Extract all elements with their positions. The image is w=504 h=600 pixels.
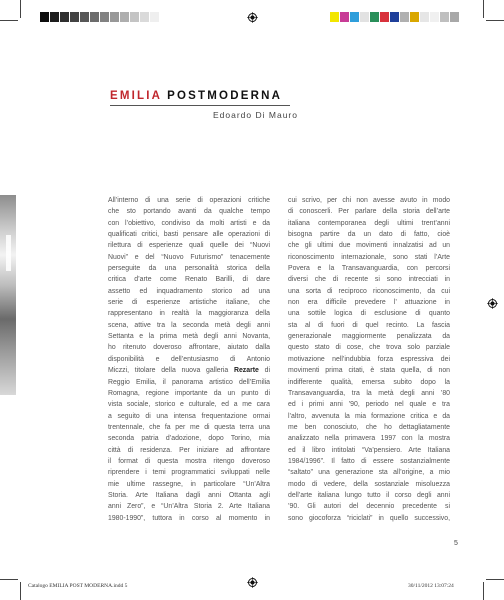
crop-mark-top-left	[0, 20, 18, 21]
page-number: 5	[454, 540, 458, 547]
greyscale-swatch	[80, 12, 89, 22]
text-line: ho ritenuto doveroso affrontare, aiutato dalla	[108, 344, 270, 352]
text-line: perseguite da una personalità storica della	[108, 265, 270, 273]
greyscale-swatch	[40, 12, 49, 22]
greyscale-swatch	[130, 12, 139, 22]
color-swatch	[340, 12, 349, 22]
text-line: movimenti prima citati, è stata quella, di non	[288, 367, 450, 375]
color-swatch	[380, 12, 389, 22]
text-line: una sottile logica di esclusione di quanto	[288, 310, 450, 318]
text-line: Miczzi, titolare della nuova galleria Rezarte di	[108, 367, 270, 375]
crop-mark-top-left	[20, 0, 21, 18]
photo-fragment	[0, 195, 16, 395]
author-name: Edoardo Di Mauro	[213, 110, 298, 120]
text-line: bisogna partire da un dato di fatto, cioè	[288, 231, 450, 239]
text-line: che sto portando avanti da qualche tempo	[108, 208, 270, 216]
text-line: mie ultime rassegne, in particolare “Un’Altra	[108, 480, 270, 488]
text-line: trentennale, che fa per me di questa terra una	[108, 423, 270, 431]
text-line: ’90. Gli autori del decennio precedente si	[288, 503, 450, 511]
text-line: rappresentano in realtà la maggioranza della	[108, 310, 270, 318]
text-line: con l’obiettivo, condiviso da molti artisti e da	[108, 219, 270, 227]
text-line: questo stato di cose, che trova solo parziale	[288, 344, 450, 352]
registration-mark-bottom-icon	[247, 575, 258, 586]
text-line: ed i primi anni ’90, periodo nel quale e tra	[288, 401, 450, 409]
crop-mark-bottom-right	[483, 582, 484, 600]
crop-mark-bottom-left	[20, 582, 21, 600]
text-line: scena, attive tra la seconda metà degli anni	[108, 321, 270, 329]
text-line: città di residenza. Per iniziare ad affrontare	[108, 446, 270, 454]
text-line: sta al di fuori di quel recinto. La fascia	[288, 321, 450, 329]
color-swatch	[450, 12, 459, 22]
greyscale-swatch	[70, 12, 79, 22]
text-line: me ben conosciuto, che ho dettagliatamente	[288, 423, 450, 431]
text-line: generazionale maggiormente penalizzata da	[288, 333, 450, 341]
color-swatch	[390, 12, 399, 22]
text-line: che gli ultimi due movimenti innalzatisi ad un	[288, 242, 450, 250]
greyscale-swatch	[150, 12, 159, 22]
registration-mark-top-icon	[247, 10, 258, 21]
text-line: diversi che di recente si sono intrecciati in	[288, 276, 450, 284]
text-line: Romagna, regione importante da un punto di	[108, 389, 270, 397]
text-line: assetto ed inquadramento storico ad una	[108, 287, 270, 295]
text-line: vista sociale, storico e culturale, ed a me cara	[108, 401, 270, 409]
greyscale-swatch	[50, 12, 59, 22]
article-title	[110, 90, 282, 102]
gallery-name: Rezarte	[233, 367, 259, 375]
text-line: Settanta e la prima metà degli anni Novanta,	[108, 333, 270, 341]
text-line: indifferente qualità, emersa subito dopo la	[288, 378, 450, 386]
text-line: motivazione nell’indubbia forza espressiva dei	[288, 355, 450, 363]
text-line: italiana contemporanea degli ultimi trent’anni	[288, 219, 450, 227]
color-swatch	[440, 12, 449, 22]
color-swatch	[370, 12, 379, 22]
crop-mark-top-right	[486, 20, 504, 21]
text-line: analizzato nella primavera 1997 con la mostra	[288, 435, 450, 443]
crop-mark-bottom-right	[486, 579, 504, 580]
crop-mark-top-right	[483, 0, 484, 18]
text-line: Reggio Emilia, il panorama artistico dell’Emilia	[108, 378, 270, 386]
title-postmoderna: POSTMODERNA	[167, 90, 283, 102]
text-line: Povera e la Transavanguardia, con percorsi	[288, 265, 450, 273]
text-line: cui scrivo, per chi non avesse avuto in modo	[288, 197, 450, 204]
text-line: disponibilità e dell’entusiasmo di Antonio	[108, 355, 270, 363]
text-line: il format di questa mostra ritengo doveroso	[108, 457, 270, 465]
title-underline	[110, 105, 290, 106]
color-swatch	[360, 12, 369, 22]
body-column-left	[108, 195, 270, 524]
greyscale-swatch	[120, 12, 129, 22]
body-column-right	[288, 195, 450, 524]
color-swatch	[420, 12, 429, 22]
text-line: una sorta di reciproco riconoscimento, da cui	[288, 287, 450, 295]
color-swatch	[430, 12, 439, 22]
text-line: riprendere i temi programmatici sviluppati nelle	[108, 469, 270, 477]
text-line: All’interno di una serie di operazioni critiche	[108, 197, 270, 204]
text-line: l’altro, avvenuta la mia formazione critica e da	[288, 412, 450, 420]
text-line: rilettura di esperienze quali quelle dei “Nuovi	[108, 242, 270, 250]
text-line: qualificati critici, basti pensare alle operazioni di	[108, 231, 270, 239]
text-line: anni Zero”, e “Un’Altra Storia 2. Arte Italiana	[108, 503, 270, 511]
text-line: 1984/1996”. Il fatto di essere sostanzialmente	[288, 457, 450, 465]
text-line: Transavanguardia, tra la metà degli anni ’80	[288, 389, 450, 397]
greyscale-swatch	[90, 12, 99, 22]
color-swatch	[350, 12, 359, 22]
registration-mark-right-icon	[487, 296, 498, 307]
text-line: “saltato” una generazione sta all’origine, a mio	[288, 469, 450, 477]
print-slug-date: 30/11/2012 13:07:24	[408, 583, 454, 589]
text-line: modo di vedere, della sostanziale misoluezza	[288, 480, 450, 488]
color-swatch	[330, 12, 339, 22]
text-line: sono giocoforza “riciclati” in quello successivo,	[288, 514, 450, 522]
text-line: riconoscimento internazionale, sono stati l’Arte	[288, 253, 450, 261]
crop-mark-bottom-left	[0, 579, 18, 580]
color-swatch	[410, 12, 419, 22]
text-line: Nuovi” e del “Nuovo Futurismo” tenacemente	[108, 253, 270, 261]
text-line: a seguito di una intensa frequentazione ormai	[108, 412, 270, 420]
text-line: 1980-1990”, tuttora in corso al momento in	[108, 514, 270, 522]
greyscale-swatch	[140, 12, 149, 22]
greyscale-swatch	[110, 12, 119, 22]
greyscale-swatch	[100, 12, 109, 22]
text-line: critica d’arte come Renato Barilli, di dare	[108, 276, 270, 284]
greyscale-swatch	[60, 12, 69, 22]
text-line: seconda patria d’adozione, dopo Torino, mia	[108, 435, 270, 443]
text-line: non era difficile prevedere l’ attuazione in	[288, 299, 450, 307]
text-line: dell’arte italiana lungo tutto il corso degli anni	[288, 491, 450, 499]
color-swatch	[400, 12, 409, 22]
text-line: ed il libro intitolati “Va’pensiero. Arte Italiana	[288, 446, 450, 454]
title-emilia: EMILIA	[110, 90, 162, 102]
text-line: Storia. Arte Italiana dagli anni Ottanta agli	[108, 491, 270, 499]
text-line: serie di esperienze artistiche italiane, che	[108, 299, 270, 307]
text-line: di conoscerli. Per parlare della storia dell’arte	[288, 208, 450, 216]
print-slug-file: Catalogo EMILIA POST MODERNA.indd 5	[28, 583, 128, 589]
